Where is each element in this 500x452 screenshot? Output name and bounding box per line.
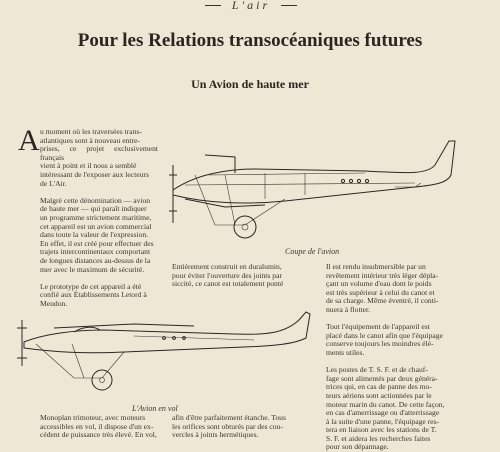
masthead bbox=[0, 0, 500, 12]
masthead-rule-right bbox=[281, 5, 297, 6]
masthead-rule-left bbox=[205, 5, 221, 6]
article-title: Pour les Relations transocéaniques futures bbox=[77, 30, 423, 51]
bottom-left-text: Monoplan trimoteur, avec moteurs accessibles en vol, il dispose d'un ex- cédent de puissance très élevé. En vol, bbox=[40, 413, 157, 440]
masthead-logo: L'air bbox=[231, 0, 271, 12]
caption-section: Coupe de l'avion bbox=[285, 247, 340, 256]
left-column-text: u moment où les traversées trans- atlantiques sont à nouveau entre- prises, ce projet exclusivement français vient à point et il nous a semblé intéressant de l'exposer aux lecteurs de L'Air. Malgré cette dénomination — avion de haute mer — qui paraît indiquer un programme strictement maritime, cet appareil est un avion commercial dans toute la valeur de l'expression. En effet, il est créé pour effectuer des trajets intercontinentaux comportant de longues distances au-dessus de la mer avec le maximum de sécurité. Le prototype de cet appareil a été confié aux Établissements Letord à Meudon. bbox=[40, 127, 158, 308]
caption-flight: L'Avion en vol bbox=[132, 404, 178, 413]
article-subtitle: Un Avion de haute mer bbox=[191, 77, 309, 91]
cross-section-illustration bbox=[165, 135, 485, 245]
middle-column-text: Entièrement construit en duralumin, pour éviter l'ouverture des joints par siccité, ce canot est totalement ponté bbox=[172, 262, 284, 289]
flight-illustration bbox=[14, 300, 314, 400]
bottom-middle-text: afin d'être parfaitement étanche. Tous les orifices sont obturés par des cou- vercles à joints hermétiques. bbox=[172, 413, 286, 440]
right-column-text: Il est rendu insubmersible par un revêtement intérieur très léger dépla- çant un volume d'eau dont le poids est très supérieur à celui du canot et de sa charge. Même éventré, il conti- nuera à flotter. Tout l'équipement de l'appareil est placé dans le canot afin que l'équipage conserve toujours les moindres élé- ments utiles. Les postes de T. S. F. et de chauf- fage sont alimentés par deux généra- trices qui, en cas de panne des mo- teurs aériens sont actionnées par le moteur marin du canot. De cette façon, en cas d'amerrissage ou d'atterrissage à la suite d'une panne, l'équipage res- tera en liaison avec les stations de T. S. F. et aidera les recherches faites pour son dépannage. bbox=[326, 262, 445, 452]
drop-cap: A bbox=[18, 124, 40, 157]
